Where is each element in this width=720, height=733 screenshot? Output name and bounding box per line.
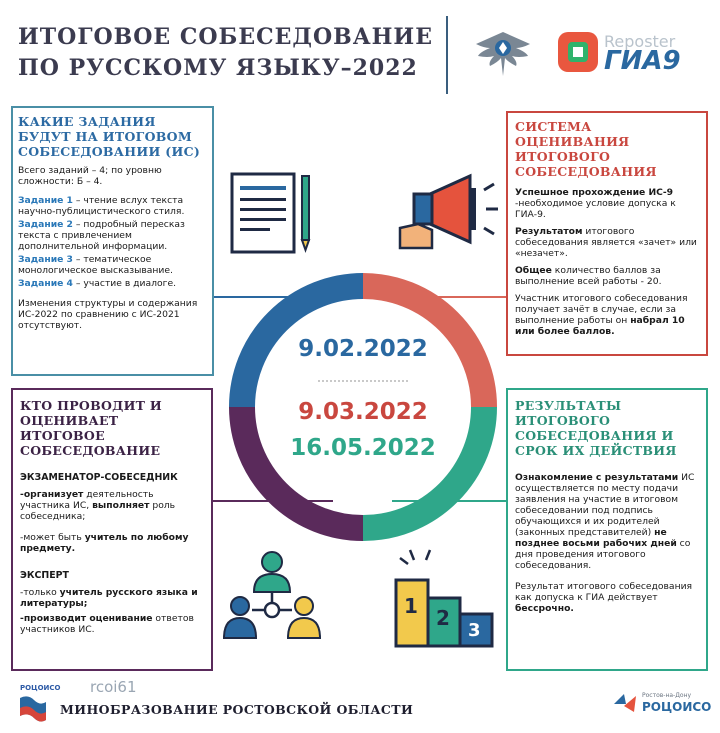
role-expert-duty-1: -только учитель русского языка и литературы; xyxy=(20,587,198,609)
header-divider xyxy=(446,16,448,94)
role-expert-duty-2: -производит оценивание ответов участников ИС. xyxy=(20,613,194,635)
task-3: Задание 3 – тематическое монологическое высказывание. xyxy=(18,254,173,276)
card-grading-title: СИСТЕМА ОЦЕНИВАНИЯ ИТОГОВОГО СОБЕСЕДОВАНИЯ xyxy=(515,119,657,179)
footer-right-logo-text: РОЦОИСО xyxy=(642,700,712,714)
footer-watermark: rcoi61 xyxy=(90,678,137,696)
card-tasks xyxy=(11,106,214,376)
gia-logo-text: ГИА9 xyxy=(604,46,681,76)
role-expert: ЭКСПЕРТ xyxy=(20,570,69,581)
card-results-title: РЕЗУЛЬТАТЫ ИТОГОВОГО СОБЕСЕДОВАНИЯ И СРОК ИХ ДЕЙСТВИЯ xyxy=(515,398,677,458)
extra-date-2: 16.05.2022 xyxy=(290,435,436,461)
gia-logo-icon xyxy=(556,30,600,74)
role-examiner-duty-2: -может быть учитель по любому предмету. xyxy=(20,532,189,554)
megaphone-icon xyxy=(392,168,502,260)
grading-p1: Успешное прохождение ИС-9 -необходимое условие допуска к ГИА-9. xyxy=(515,187,676,220)
grading-p4: Участник итогового собеседования получает зачёт в случае, если за выполнение работы он набрал 10 или более баллов. xyxy=(515,293,688,337)
results-p2: Результат итогового собеседования как допуска к ГИА действует бессрочно. xyxy=(515,581,693,614)
podium-icon xyxy=(390,548,500,648)
role-examiner: ЭКЗАМЕНАТОР-СОБЕСЕДНИК xyxy=(20,472,178,483)
task-4: Задание 4 – участие в диалоге. xyxy=(18,278,177,289)
role-examiner-duty-1: -организует деятельность участника ИС, выполняет роль собеседника; xyxy=(20,489,176,522)
footer-left-logo-text: РОЦОИСО xyxy=(20,684,61,692)
flag-icon xyxy=(18,694,48,724)
card-results xyxy=(506,388,708,671)
card-tasks-note: Изменения структуры и содержания ИС-2022 по сравнению с ИС-2021 отсутствуют. xyxy=(18,298,198,331)
title-line-1: ИТОГОВОЕ СОБЕСЕДОВАНИЕ xyxy=(18,24,433,50)
footer-left-logo xyxy=(14,684,60,726)
card-tasks-intro: Всего заданий – 4; по уровню сложности: Б – 4. xyxy=(18,165,162,187)
footer-right-logo xyxy=(612,686,712,722)
rocoiso-icon xyxy=(612,690,638,716)
people-network-icon xyxy=(222,548,322,648)
podium-place-2: 2 xyxy=(436,606,450,630)
extra-date-1: 9.03.2022 xyxy=(298,399,428,425)
footer-org: МИНОБРАЗОВАНИЕ РОСТОВСКОЙ ОБЛАСТИ xyxy=(60,702,414,717)
watermark-text: Reposter xyxy=(604,32,676,51)
podium-place-1: 1 xyxy=(404,594,418,618)
results-p1: Ознакомление с результатами ИС осуществляется по месту подачи заявления на участие в итоговом собеседовании под подпись обучающихся и их родителей (законных представителей) не позднее восьми рабочих дней со дня проведения итогового собеседования. xyxy=(515,472,695,571)
document-icon xyxy=(226,166,316,258)
podium-place-3: 3 xyxy=(468,620,481,641)
task-1: Задание 1 – чтение вслух текста научно-публицистического стиля. xyxy=(18,195,185,217)
page-title xyxy=(18,22,438,84)
card-examiners-title: КТО ПРОВОДИТ И ОЦЕНИВАЕТ ИТОГОВОЕ СОБЕСЕДОВАНИЕ xyxy=(20,398,163,458)
card-examiners xyxy=(11,388,213,671)
gia-logo xyxy=(556,30,706,76)
dates-separator xyxy=(318,380,408,382)
title-line-2: ПО РУССКОМУ ЯЗЫКУ–2022 xyxy=(18,55,418,81)
grading-p2: Результатом итогового собеседования является «зачет» или «незачет». xyxy=(515,226,697,259)
grading-p3: Общее количество баллов за выполнение всей работы - 20. xyxy=(515,265,662,287)
task-2: Задание 2 – подробный пересказ текста с привлечением дополнительной информации. xyxy=(18,219,185,252)
main-date: 9.02.2022 xyxy=(298,336,428,362)
emblem-icon xyxy=(470,26,536,84)
card-grading xyxy=(506,111,708,356)
footer-right-logo-sub: Ростов-на-Дону xyxy=(642,692,692,699)
card-tasks-title: КАКИЕ ЗАДАНИЯ БУДУТ НА ИТОГОВОМ СОБЕСЕДОВАНИИ (ИС) xyxy=(18,114,201,159)
